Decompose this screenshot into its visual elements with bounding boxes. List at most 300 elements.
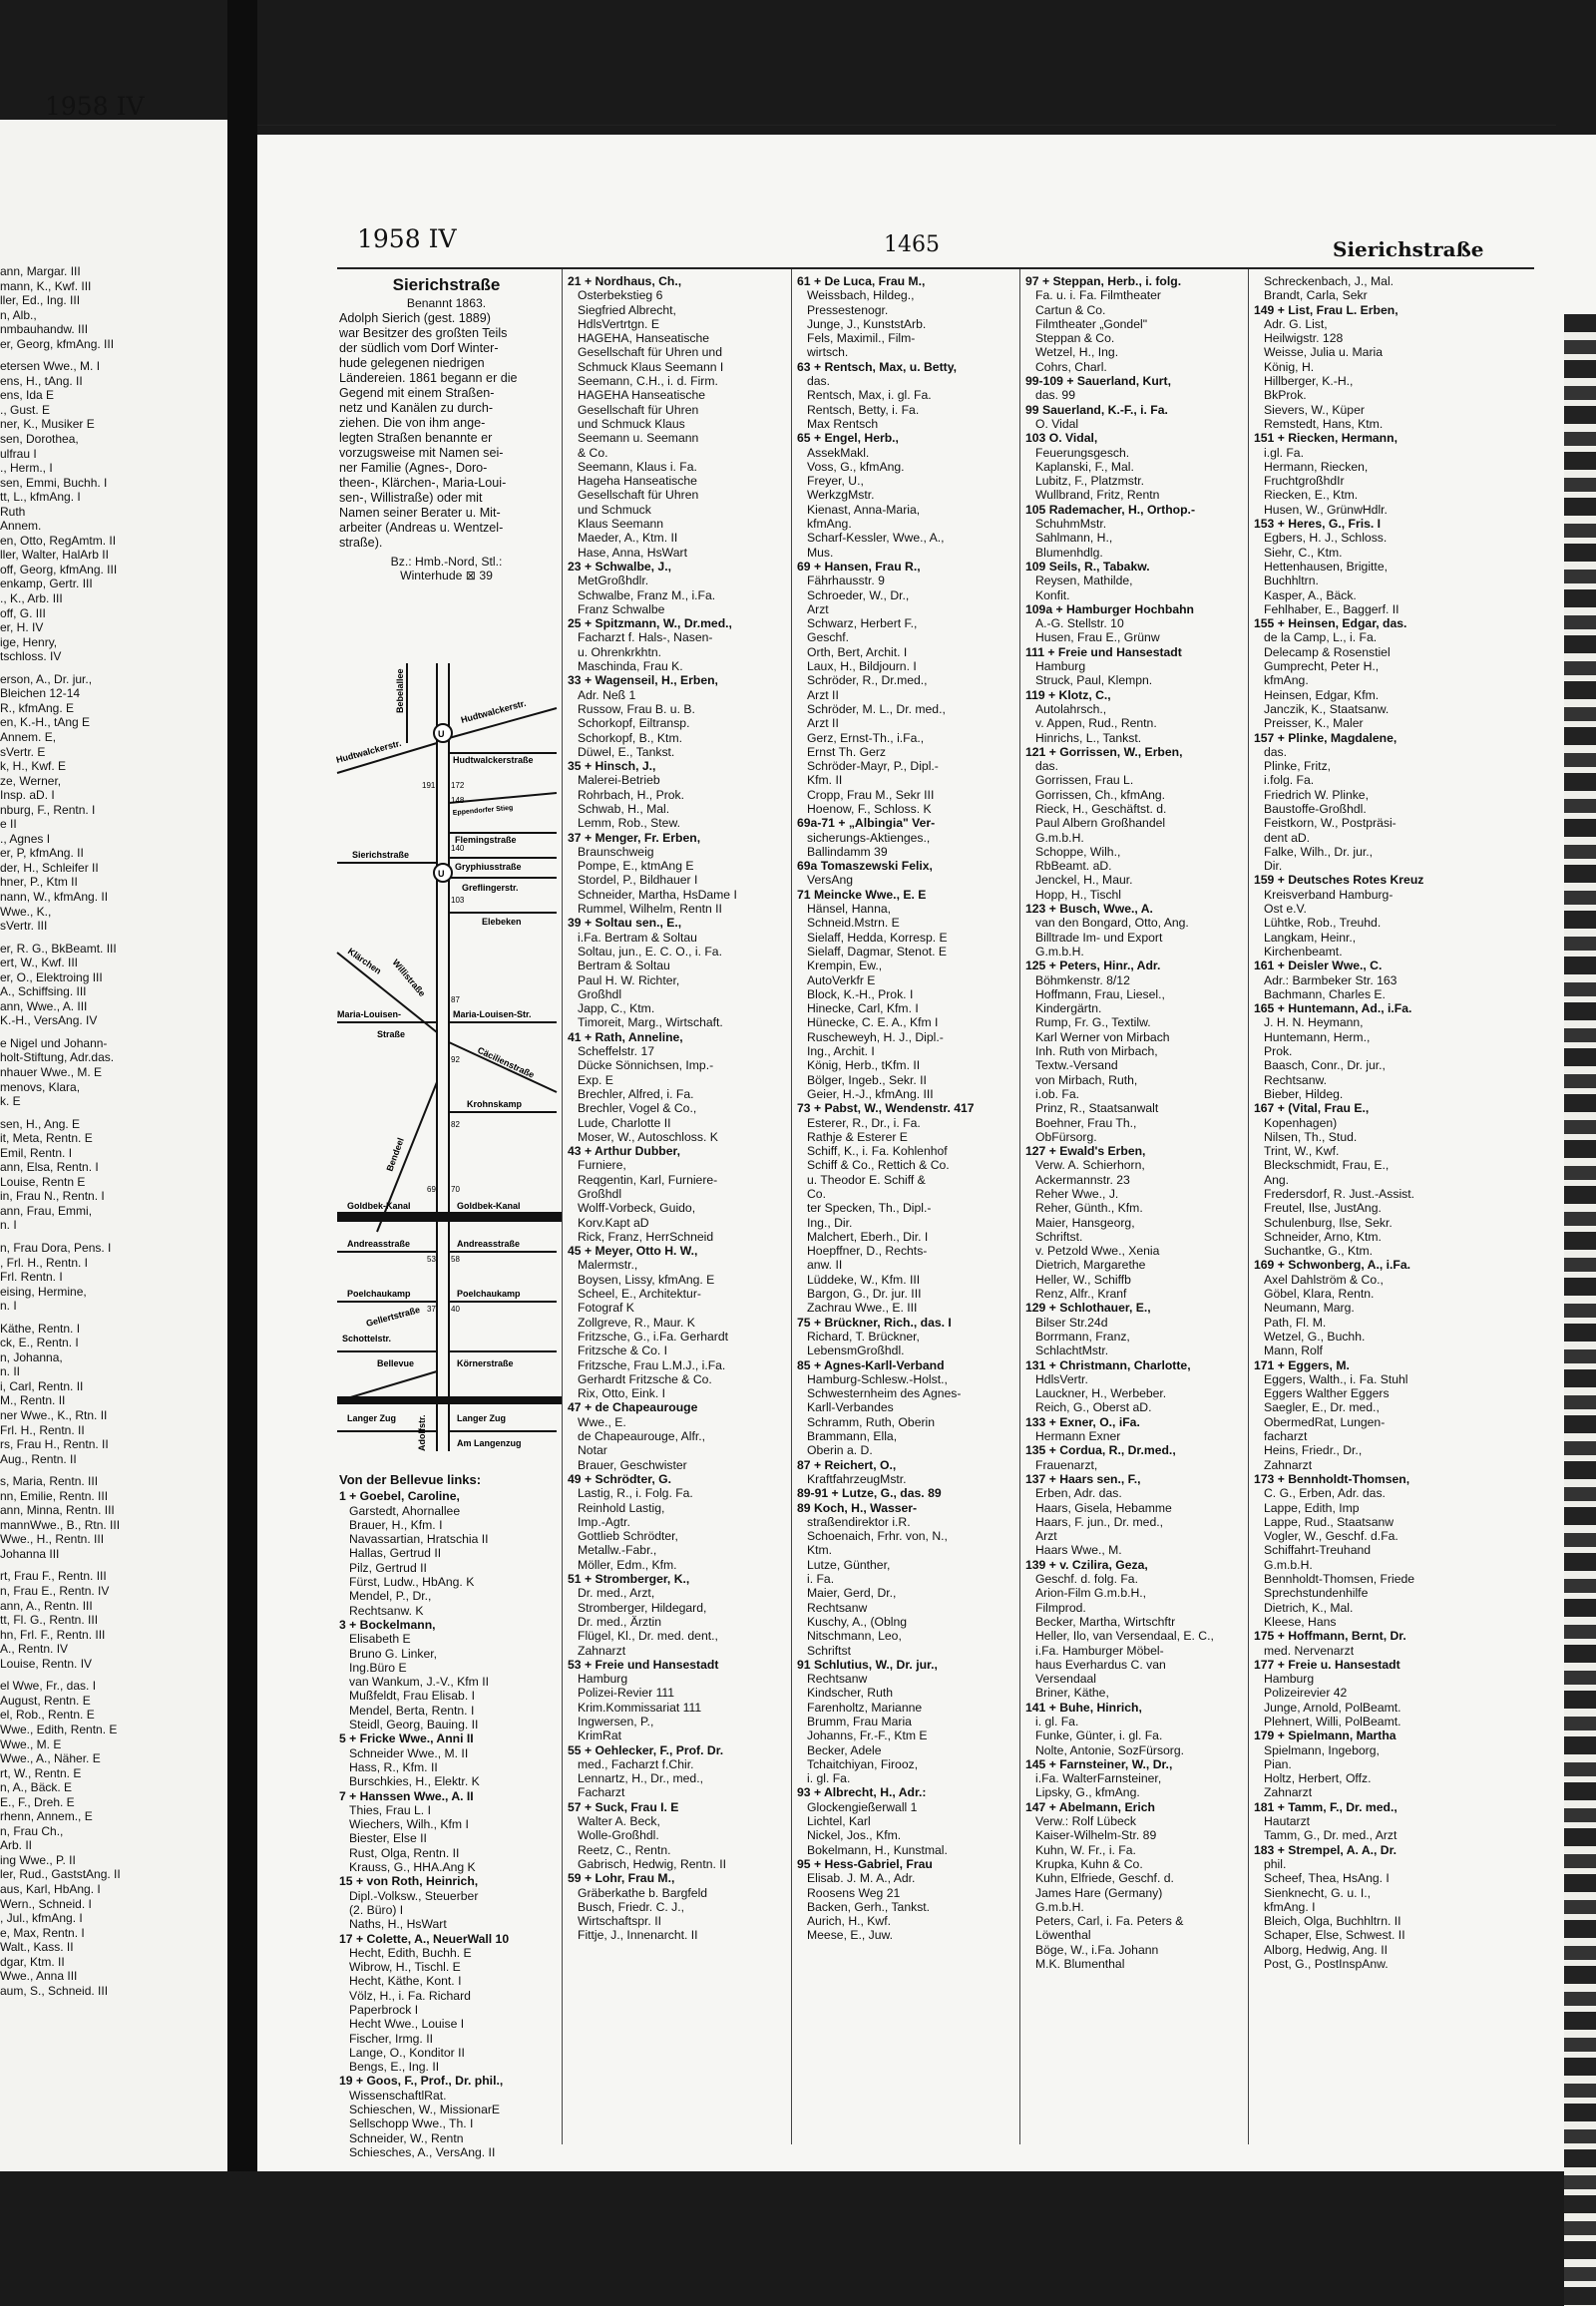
directory-entry: Path, Fl. M. xyxy=(1264,1315,1327,1330)
district-info xyxy=(339,555,554,583)
directory-entry: in, Frau N., Rentn. I xyxy=(0,1189,105,1204)
directory-entry: Rick, Franz, HerrSchneid xyxy=(578,1229,714,1244)
directory-entry: Elisabeth E xyxy=(349,1632,411,1647)
directory-entry: Rentsch, Max, i. gl. Fa. xyxy=(807,388,932,403)
column-1 xyxy=(339,276,554,582)
directory-entry: A., Rentn. IV xyxy=(0,1642,69,1657)
directory-entry: Fa. u. i. Fa. Filmtheater xyxy=(1035,288,1161,303)
directory-entry: Scheef, Thea, HsAng. I xyxy=(1264,1871,1390,1886)
directory-entry: Scharf-Kessler, Wwe., A., xyxy=(807,531,945,546)
directory-entry: Timoreit, Marg., Wirtschaft. xyxy=(578,1015,723,1030)
directory-entry: Freyer, U., xyxy=(807,474,864,489)
directory-entry: Notar xyxy=(578,1443,607,1458)
directory-entry: Flügel, Kl., Dr. med. dent., xyxy=(578,1629,718,1644)
directory-entry: nhauer Wwe., M. E xyxy=(0,1064,103,1079)
directory-entry: 139 + v. Czilira, Geza, xyxy=(1025,1557,1148,1572)
directory-entry: Dietrich, Margarethe xyxy=(1035,1258,1146,1273)
directory-entry: Naths, H., HsWart xyxy=(349,1917,447,1932)
directory-entry: ann, Wwe., A. III xyxy=(0,998,88,1013)
directory-entry: 153 + Heres, G., Fris. I xyxy=(1254,517,1382,532)
directory-entry: e Nigel und Johann- xyxy=(0,1035,108,1050)
directory-entry: Walter A. Beck, xyxy=(578,1814,660,1829)
directory-entry: vorzugsweise mit Namen sei- xyxy=(339,445,504,460)
directory-entry: n, Frau E., Rentn. IV xyxy=(0,1584,110,1599)
directory-entry: Briner, Käthe, xyxy=(1035,1686,1109,1701)
directory-entry: Boehner, Frau Th., xyxy=(1035,1115,1137,1130)
map-num-92: 92 xyxy=(451,1055,460,1064)
column-rule-2 xyxy=(791,269,792,2144)
directory-entry: u. Theodor E. Schiff & xyxy=(807,1172,926,1187)
directory-entry: n, Frau Dora, Pens. I xyxy=(0,1241,112,1255)
directory-entry: Busch, Friedr. C. J., xyxy=(578,1899,685,1914)
directory-entry: Moser, W., Autoschloss. K xyxy=(578,1129,718,1144)
directory-entry: Verw. A. Schierhorn, xyxy=(1035,1158,1145,1173)
book-gutter xyxy=(227,0,257,2171)
directory-entry: Laux, H., Bildjourn. I xyxy=(807,659,917,674)
directory-entry: legten Straßen benannte er xyxy=(339,430,493,445)
directory-entry: Feuerungsgesch. xyxy=(1035,445,1130,460)
directory-entry: Baasch, Conr., Dr. jur., xyxy=(1264,1058,1386,1073)
directory-entry: Arzt II xyxy=(807,687,839,702)
directory-entry: 125 + Peters, Hinr., Adr. xyxy=(1025,959,1161,973)
map-num-82: 82 xyxy=(451,1120,460,1129)
directory-entry: n, A., Bäck. E xyxy=(0,1780,73,1795)
column-2 xyxy=(568,274,785,1943)
directory-entry: Wolle-Großhdl. xyxy=(578,1828,659,1843)
directory-entry: LebensmGroßhdl. xyxy=(807,1344,905,1358)
directory-entry: Wibrow, H., Tischl. E xyxy=(349,1960,461,1975)
directory-entry: 87 + Reichert, O., xyxy=(797,1457,897,1472)
directory-entry: Osterbekstieg 6 xyxy=(578,288,663,303)
directory-entry: Billtrade Im- und Export xyxy=(1035,930,1163,945)
street-map xyxy=(334,663,562,1451)
directory-entry: Feistkorn, W., Postpräsi- xyxy=(1264,816,1396,831)
directory-entry: Louise, Rentn E xyxy=(0,1174,86,1189)
map-gryphiusstr: Gryphiusstraße xyxy=(455,862,522,872)
directory-entry: Ruscheweyh, H. J., Dipl.- xyxy=(807,1029,944,1044)
directory-entry: Filmprod. xyxy=(1035,1600,1086,1615)
directory-entry: 99 Sauerland, K.-F., i. Fa. xyxy=(1025,402,1168,417)
directory-entry: Schreckenbach, J., Mal. xyxy=(1264,274,1395,288)
map-num-103: 103 xyxy=(451,896,465,905)
directory-entry: Verw.: Rolf Lübeck xyxy=(1035,1814,1136,1829)
directory-entry: arbeiter (Andreas u. Wentzel- xyxy=(339,520,504,535)
directory-entry: Trint, W., Kwf. xyxy=(1264,1144,1340,1159)
directory-entry: Voss, G., kfmAng. xyxy=(807,459,905,474)
directory-entry: Lutze, Günther, xyxy=(807,1557,891,1572)
directory-entry: ObFürsorg. xyxy=(1035,1129,1097,1144)
directory-entry: Gumprecht, Peter H., xyxy=(1264,659,1380,674)
left-page-header: 1958 IV xyxy=(45,92,145,121)
column-rule-3 xyxy=(1019,269,1020,2144)
directory-entry: dgar, Ktm. II xyxy=(0,1954,65,1969)
street-history xyxy=(339,311,554,551)
directory-entry: wirtsch. xyxy=(807,345,849,360)
directory-entry: Hageha Hanseatische xyxy=(578,474,697,489)
directory-entry: AssekMakl. xyxy=(807,445,870,460)
directory-entry: Wwe., A., Näher. E xyxy=(0,1751,101,1766)
directory-entry: Kaiser-Wilhelm-Str. 89 xyxy=(1035,1828,1157,1843)
directory-entry: nn, Emilie, Rentn. III xyxy=(0,1488,109,1503)
directory-entry: de la Camp, L., i. Fa. xyxy=(1264,630,1378,645)
directory-entry: 137 + Haars sen., F., xyxy=(1025,1471,1141,1486)
directory-entry: Falke, Wilh., Dr. jur., xyxy=(1264,844,1374,859)
directory-entry: Aug., Rentn. II xyxy=(0,1451,77,1466)
directory-entry: Fritzsche, Frau L.M.J., i.Fa. xyxy=(578,1357,726,1372)
directory-entry: 69a-71 + „Albingia" Ver- xyxy=(797,816,936,831)
directory-entry: Spielmann, Ingeborg, xyxy=(1264,1742,1380,1757)
directory-entry: nmbauhandw. III xyxy=(0,322,89,337)
directory-entry: Max Rentsch xyxy=(807,416,879,431)
directory-entry: Rechtsanw xyxy=(807,1600,868,1615)
directory-entry: aus, Karl, HbAng. I xyxy=(0,1881,101,1896)
directory-entry: Schorkopf, B., Ktm. xyxy=(578,730,682,745)
directory-entry: Hamburg-Schlesw.-Holst., xyxy=(807,1371,948,1386)
directory-entry: Fittje, J., Innenarcht. II xyxy=(578,1928,698,1943)
directory-entry: hude gelegenen niedrigen xyxy=(339,355,485,370)
directory-entry: Maschinda, Frau K. xyxy=(578,659,683,674)
map-flemingstr: Flemingstraße xyxy=(455,835,517,845)
directory-entry: Lappe, Edith, Imp xyxy=(1264,1500,1360,1515)
directory-entry: HAGEHA Hanseatische xyxy=(578,388,706,403)
directory-entry: 169 + Schwonberg, A., i.Fa. xyxy=(1254,1258,1411,1273)
directory-entry: Wwe., Edith, Rentn. E xyxy=(0,1722,118,1736)
directory-entry: s, Maria, Rentn. III xyxy=(0,1474,99,1489)
directory-entry: Gegend mit einem Straßen- xyxy=(339,385,495,400)
directory-entry xyxy=(0,1109,221,1117)
directory-entry: Husen, W., GrünwHdlr. xyxy=(1264,502,1388,517)
directory-entry: Göbel, Klara, Rentn. xyxy=(1264,1287,1375,1302)
directory-entry: Janczik, K., Staatsanw. xyxy=(1264,701,1390,716)
directory-entry: Inh. Ruth von Mirbach, xyxy=(1035,1044,1158,1059)
directory-entry: Rentsch, Betty, i. Fa. xyxy=(807,402,920,417)
directory-entry: Remstedt, Hans, Ktm. xyxy=(1264,416,1384,431)
directory-entry: Mendel, Berta, Rentn. I xyxy=(349,1703,475,1718)
directory-entry: ., Gust. E xyxy=(0,402,51,417)
directory-entry: das. xyxy=(1035,759,1059,774)
directory-entry: Bruno G. Linker, xyxy=(349,1646,438,1661)
directory-entry: Kienast, Anna-Maria, xyxy=(807,502,921,517)
directory-entry: Heins, Friedr., Dr., xyxy=(1264,1443,1363,1458)
directory-entry: menovs, Klara, xyxy=(0,1079,81,1094)
header-rule xyxy=(257,125,1556,126)
column-3 xyxy=(797,274,1014,1943)
map-willistrasse: Willistraße xyxy=(390,957,428,999)
map-num-53: 53 xyxy=(427,1255,436,1264)
directory-entry: Johanna III xyxy=(0,1546,60,1561)
directory-entry: Schneider Wwe., M. II xyxy=(349,1745,469,1760)
directory-entry: 171 + Eggers, M. xyxy=(1254,1357,1350,1372)
directory-entry: 179 + Spielmann, Martha xyxy=(1254,1729,1396,1743)
directory-entry: 131 + Christmann, Charlotte, xyxy=(1025,1357,1191,1372)
directory-entry: Russow, Frau B. u. B. xyxy=(578,701,695,716)
directory-entry: G.m.b.H. xyxy=(1035,1899,1084,1914)
directory-entry: BkProk. xyxy=(1264,388,1307,403)
directory-entry: Arzt xyxy=(807,601,829,616)
directory-entry: Lude, Charlotte II xyxy=(578,1115,671,1130)
directory-entry: Schiff, K., i. Fa. Kohlenhof xyxy=(807,1144,948,1159)
directory-entry: Tamm, G., Dr. med., Arzt xyxy=(1264,1828,1397,1843)
directory-entry: Seemann, Klaus i. Fa. xyxy=(578,459,697,474)
directory-entry: e, Max, Rentn. I xyxy=(0,1925,85,1940)
directory-entry: Facharzt f. Hals-, Nasen- xyxy=(578,630,713,645)
directory-entry: Hautarzt xyxy=(1264,1814,1311,1829)
directory-entry: ziehen. Die von ihm ange- xyxy=(339,415,486,430)
directory-entry: Freutel, Ilse, JustAng. xyxy=(1264,1201,1382,1216)
directory-entry: Funke, Günter, i. gl. Fa. xyxy=(1035,1729,1163,1743)
directory-entry: Saegler, E., Dr. med., xyxy=(1264,1400,1380,1415)
directory-entry: Mann, Rolf xyxy=(1264,1344,1323,1358)
directory-entry: Ackermannstr. 23 xyxy=(1035,1172,1130,1187)
directory-entry: Rust, Olga, Rentn. II xyxy=(349,1845,460,1860)
directory-entry: kfmAng. xyxy=(807,517,852,532)
directory-entry: Ländereien. 1861 begann er die xyxy=(339,370,518,385)
directory-entry: Bokelmann, H., Kunstmal. xyxy=(807,1842,948,1857)
directory-entry: 135 + Cordua, R., Dr.med., xyxy=(1025,1443,1176,1458)
directory-entry: Paul Albern Großhandel xyxy=(1035,816,1166,831)
directory-entry: August, Rentn. E xyxy=(0,1693,91,1708)
directory-entry: Fischer, Irmg. II xyxy=(349,2031,433,2046)
directory-entry: Hinecke, Carl, Kfm. I xyxy=(807,1001,919,1016)
directory-entry: Gesellschaft für Uhren xyxy=(578,488,699,503)
directory-entry: er, O., Elektroing III xyxy=(0,969,103,984)
directory-entry: VersAng xyxy=(807,873,854,888)
directory-entry: Böge, W., i.Fa. Johann xyxy=(1035,1942,1159,1957)
directory-entry: k. E xyxy=(0,1094,21,1109)
directory-entry: 159 + Deutsches Rotes Kreuz xyxy=(1254,873,1424,888)
directory-entry xyxy=(0,351,221,359)
map-num-40: 40 xyxy=(451,1305,460,1314)
directory-entry: Hass, R., Kfm. II xyxy=(349,1759,438,1774)
directory-entry xyxy=(0,1671,221,1679)
directory-entry: 51 + Stromberger, K., xyxy=(568,1572,690,1587)
directory-entry: Dipl.-Volksw., Steuerber xyxy=(349,1888,479,1903)
directory-entry: Garstedt, Ahornallee xyxy=(349,1503,461,1518)
directory-entry: ner Familie (Agnes-, Doro- xyxy=(339,460,488,475)
directory-entry: Bargon, G., Dr. jur. III xyxy=(807,1287,922,1302)
directory-entry: Gorrissen, Frau L. xyxy=(1035,773,1134,788)
directory-entry: 75 + Brückner, Rich., das. I xyxy=(797,1315,952,1330)
directory-entry: 85 + Agnes-Karll-Verband xyxy=(797,1357,945,1372)
directory-entry: Ernst Th. Gerz xyxy=(807,744,887,759)
directory-entry: ler, Rud., GaststAng. II xyxy=(0,1867,121,1882)
directory-entry: Ing., Dir. xyxy=(807,1215,853,1230)
directory-entry: 41 + Rath, Anneline, xyxy=(568,1029,683,1044)
directory-entry: 103 O. Vidal, xyxy=(1025,431,1098,446)
directory-entry: 155 + Heinsen, Edgar, das. xyxy=(1254,616,1407,631)
directory-entry: 69a Tomaszewski Felix, xyxy=(797,859,933,874)
directory-entry: Rechtsanw xyxy=(807,1672,868,1687)
directory-entry: Hillberger, K.-H., xyxy=(1264,374,1354,389)
column-5 xyxy=(1254,274,1478,1971)
directory-entry: Sellschopp Wwe., Th. I xyxy=(349,2116,474,2131)
directory-entry: G.m.b.H. xyxy=(1264,1557,1313,1572)
directory-entry: Großhdl xyxy=(578,986,622,1001)
directory-entry: Hase, Anna, HsWart xyxy=(578,545,687,560)
map-caecilienstrasse: Cäcilienstraße xyxy=(476,1044,537,1080)
directory-entry: tschloss. IV xyxy=(0,649,62,664)
directory-entry: Peters, Carl, i. Fa. Peters & xyxy=(1035,1914,1184,1929)
directory-entry: Facharzt xyxy=(578,1785,625,1800)
directory-entry: enkamp, Gertr. III xyxy=(0,576,93,591)
directory-entry: Schriftst xyxy=(807,1643,852,1658)
directory-entry: off, Georg, kfmAng. III xyxy=(0,562,118,576)
right-page xyxy=(257,135,1596,2171)
directory-entry: AutoVerkfr E xyxy=(807,972,876,987)
map-poelchau-left: Poelchaukamp xyxy=(347,1289,411,1299)
directory-entry: ., Agnes I xyxy=(0,831,51,846)
directory-entry: Versendaal xyxy=(1035,1672,1096,1687)
map-greflingerstr: Greflingerstr. xyxy=(462,883,519,893)
directory-entry: König, H. xyxy=(1264,359,1315,374)
directory-entry: ller, Walter, HalArb II xyxy=(0,548,109,563)
directory-entry: Hänsel, Hanna, xyxy=(807,902,892,917)
directory-entry: Kuhn, W. Fr., i. Fa. xyxy=(1035,1842,1136,1857)
directory-entry: van den Bongard, Otto, Ang. xyxy=(1035,916,1189,931)
directory-entry: Lipsky, G., kfmAng. xyxy=(1035,1785,1140,1800)
map-eppendorfer: Eppendorfer Stieg xyxy=(452,804,514,817)
directory-entry: Gräberkathe b. Bargfeld xyxy=(578,1885,708,1900)
directory-entry: Schneider, Martha, HsDame I xyxy=(578,887,737,902)
directory-entry: de Chapeaurouge, Alfr., xyxy=(578,1429,706,1444)
directory-entry: Dücke Sönnichsen, Imp.- xyxy=(578,1058,714,1073)
directory-entry: el Wwe, Fr., das. I xyxy=(0,1679,97,1694)
directory-entry: 7 + Hanssen Wwe., A. II xyxy=(339,1788,474,1803)
directory-entry: Eggers, Walth., i. Fa. Stuhl xyxy=(1264,1371,1408,1386)
map-kornerstr: Körnerstraße xyxy=(457,1358,514,1368)
directory-entry: ann, Frau, Emmi, xyxy=(0,1203,93,1218)
directory-entry: HdlsVertr. xyxy=(1035,1371,1088,1386)
page-number: 1465 xyxy=(884,232,940,257)
directory-entry: 145 + Farnsteiner, W., Dr., xyxy=(1025,1756,1173,1771)
directory-entry: 93 + Albrecht, H., Adr.: xyxy=(797,1785,927,1800)
directory-entry: Brauer, Geschwister xyxy=(578,1457,687,1472)
directory-entry: i.Fa. Bertram & Soltau xyxy=(578,930,697,945)
directory-entry: Brechler, Vogel & Co., xyxy=(578,1101,697,1116)
directory-entry: Brechler, Alfred, i. Fa. xyxy=(578,1086,694,1101)
map-strasse: Straße xyxy=(377,1029,406,1039)
directory-entry: Borrmann, Franz, xyxy=(1035,1329,1130,1344)
directory-entry: Hecht, Käthe, Kont. I xyxy=(349,1974,462,1989)
directory-entry: Cropp, Frau M., Sekr III xyxy=(807,787,935,802)
directory-entry: ens, Ida E xyxy=(0,388,55,403)
directory-entry: Bengs, E., Ing. II xyxy=(349,2060,440,2075)
directory-entry: Lennartz, H., Dr., med., xyxy=(578,1771,703,1786)
directory-entry: Schiff & Co., Rettich & Co. xyxy=(807,1158,950,1173)
directory-entry: Block, K.-H., Prok. I xyxy=(807,986,914,1001)
left-page xyxy=(0,92,227,2171)
directory-entry: ens, H., tAng. II xyxy=(0,373,83,388)
column-4 xyxy=(1025,274,1243,1971)
directory-entry: etersen Wwe., M. I xyxy=(0,359,101,374)
directory-entry: Reetz, C., Rentn. xyxy=(578,1842,671,1857)
directory-entry: 69 + Hansen, Frau R., xyxy=(797,559,921,574)
directory-entry: 97 + Steppan, Herb., i. folg. xyxy=(1025,274,1182,288)
directory-entry: 53 + Freie und Hansestadt xyxy=(568,1657,719,1672)
directory-entry: Siehr, C., Ktm. xyxy=(1264,545,1343,560)
map-schottelstr: Schottelstr. xyxy=(342,1334,392,1344)
directory-entry: KrimRat xyxy=(578,1729,622,1743)
directory-entry: Fritzsche, G., i.Fa. Gerhardt xyxy=(578,1329,729,1344)
directory-entry: Vogler, W., Geschf. d.Fa. xyxy=(1264,1529,1398,1544)
directory-entry: Langkam, Heinr., xyxy=(1264,930,1357,945)
directory-entry: Frauenarzt, xyxy=(1035,1457,1098,1472)
directory-entry: netz und Kanälen zu durch- xyxy=(339,400,494,415)
directory-entry: Schramm, Ruth, Oberin xyxy=(807,1414,936,1429)
directory-entry: Stromberger, Hildegard, xyxy=(578,1600,707,1615)
directory-entry: 95 + Hess-Gabriel, Frau xyxy=(797,1856,933,1871)
directory-entry: holt-Stiftung, Adr.das. xyxy=(0,1050,115,1065)
directory-entry: Adr. G. List, xyxy=(1264,316,1328,331)
directory-entry: HdlsVertrtgn. E xyxy=(578,316,659,331)
directory-entry: Kirchenbeamt. xyxy=(1264,944,1343,959)
directory-entry: Schneider, Arno, Ktm. xyxy=(1264,1229,1382,1244)
directory-entry: Karl Werner von Mirbach xyxy=(1035,1029,1170,1044)
directory-entry: i. gl. Fa. xyxy=(1035,1714,1079,1729)
directory-entry: Kaplanski, F., Mal. xyxy=(1035,459,1134,474)
directory-entry: en, Otto, RegAmtm. II xyxy=(0,533,117,548)
directory-entry: Sielaff, Hedda, Korresp. E xyxy=(807,930,948,945)
directory-entry: ing Wwe., P. II xyxy=(0,1852,76,1867)
directory-entry: Struck, Paul, Klempn. xyxy=(1035,673,1153,688)
directory-entry: Gottlieb Schrödter, xyxy=(578,1529,678,1544)
map-num-87: 87 xyxy=(451,995,460,1004)
directory-entry: Wern., Schneid. I xyxy=(0,1896,92,1911)
directory-entry: Gerz, Ernst-Th., i.Fa., xyxy=(807,730,925,745)
map-num-58: 58 xyxy=(451,1255,460,1264)
directory-entry: Wullbrand, Fritz, Rentn xyxy=(1035,488,1160,503)
directory-entry: Maier, Gerd, Dr., xyxy=(807,1586,897,1601)
directory-entry: rhenn, Annem., E xyxy=(0,1809,93,1824)
map-num-70: 70 xyxy=(451,1185,460,1194)
directory-entry: Frl. H., Rentn. II xyxy=(0,1422,85,1437)
directory-entry: 181 + Tamm, F., Dr. med., xyxy=(1254,1799,1397,1814)
directory-entry: 99-109 + Sauerland, Kurt, xyxy=(1025,374,1171,389)
directory-entry: 63 + Rentsch, Max, u. Betty, xyxy=(797,359,957,374)
directory-entry: O. Vidal xyxy=(1035,416,1079,431)
directory-entry: und Schmuck xyxy=(578,502,651,517)
directory-entry: ann, Minna, Rentn. III xyxy=(0,1503,115,1518)
directory-entry: König, Herb., tKfm. II xyxy=(807,1058,921,1073)
directory-entry: Bachmann, Charles E. xyxy=(1264,986,1386,1001)
directory-entry: Krauss, G., HHA.Ang K xyxy=(349,1860,476,1875)
directory-entry: Lauckner, H., Werbeber. xyxy=(1035,1386,1167,1401)
directory-entry: Junge, Arnold, PolBeamt. xyxy=(1264,1700,1401,1715)
directory-entry: k, H., Kwf. E xyxy=(0,759,67,774)
directory-entry: Orth, Bert, Archit. I xyxy=(807,644,908,659)
directory-entry: sicherungs-Aktienges., xyxy=(807,830,931,845)
directory-entry: HAGEHA, Hanseatische xyxy=(578,331,710,346)
directory-entry: Geschf. xyxy=(807,630,849,645)
directory-entry: Aurich, H., Kwf. xyxy=(807,1914,891,1929)
directory-entry: Schröder, M. L., Dr. med., xyxy=(807,701,946,716)
directory-entry: A.-G. Stellstr. 10 xyxy=(1035,616,1124,631)
map-num-37: 37 xyxy=(427,1305,436,1314)
directory-entry: von Mirbach, Ruth, xyxy=(1035,1072,1138,1087)
directory-entry: 21 + Nordhaus, Ch., xyxy=(568,274,682,288)
directory-entry: 121 + Gorrissen, W., Erben, xyxy=(1025,744,1183,759)
directory-entry: Becker, Adele xyxy=(807,1742,882,1757)
directory-entry: Seemann u. Seemann xyxy=(578,431,699,446)
directory-entry: tt, Fl. G., Rentn. III xyxy=(0,1613,99,1628)
directory-entry: Japp, C., Ktm. xyxy=(578,1001,655,1016)
directory-entry: 23 + Schwalbe, J., xyxy=(568,559,671,574)
directory-entry: Zahnarzt xyxy=(1264,1785,1313,1800)
directory-entry: Hermann, Riecken, xyxy=(1264,459,1369,474)
directory-entry: er, P, kfmAng. II xyxy=(0,846,84,861)
directory-entry: Arb. II xyxy=(0,1838,33,1853)
directory-entry: Heller, W., Schiffb xyxy=(1035,1272,1131,1287)
